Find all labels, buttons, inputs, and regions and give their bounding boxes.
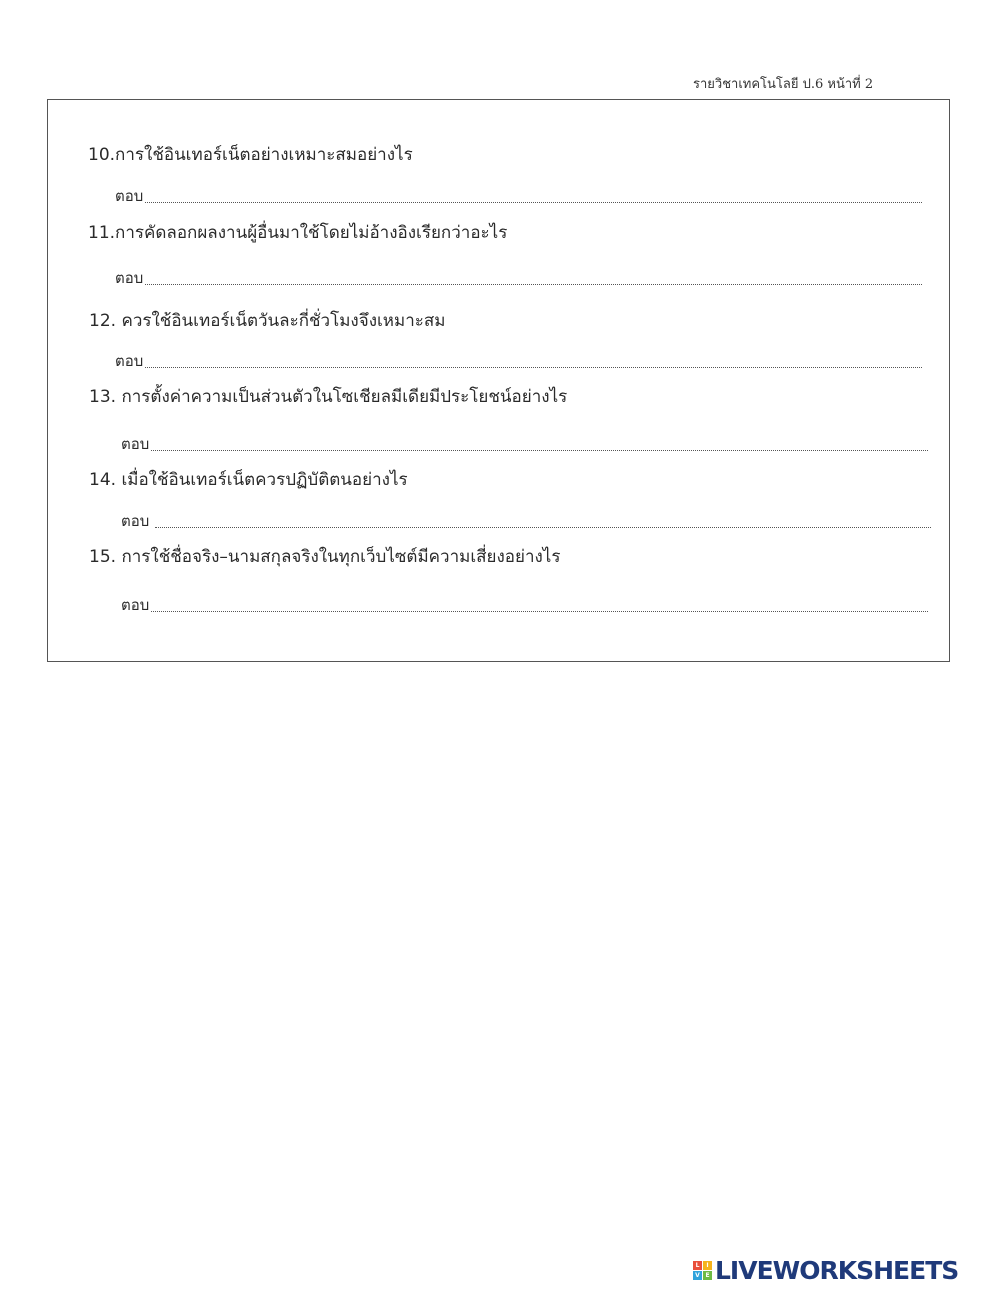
answer-input-11[interactable] — [145, 270, 922, 285]
question-11 — [88, 225, 507, 242]
question-text: การใช้ชื่อจริง–นามสกุลจริงในทุกเว็บไซต์มีความเสี่ยงอย่างไร — [121, 547, 561, 567]
logo-letter-l: L — [693, 1261, 702, 1270]
question-12 — [89, 313, 445, 330]
answer-label: ตอบ — [115, 269, 144, 287]
answer-row-14 — [121, 509, 931, 529]
answer-input-14[interactable] — [155, 513, 931, 528]
question-text: การคัดลอกผลงานผู้อื่นมาใช้โดยไม่อ้างอิงเรียกว่าอะไร — [115, 223, 508, 243]
question-text: การใช้อินเทอร์เน็ตอย่างเหมาะสมอย่างไร — [115, 145, 413, 165]
question-text: การตั้งค่าความเป็นส่วนตัวในโซเชียลมีเดียมีประโยชน์อย่างไร — [121, 387, 568, 407]
question-number: 13. — [89, 387, 117, 407]
page-header-subject: รายวิชาเทคโนโลยี ป.6 หน้าที่ 2 — [693, 77, 874, 92]
answer-label: ตอบ — [115, 352, 144, 370]
logo-letter-i: I — [703, 1261, 712, 1270]
question-number: 11. — [88, 223, 116, 243]
answer-row-10 — [115, 184, 922, 204]
answer-label: ตอบ — [121, 512, 150, 530]
answer-label: ตอบ — [115, 187, 144, 205]
answer-row-11 — [115, 266, 922, 286]
answer-input-10[interactable] — [145, 188, 922, 203]
logo-letter-v: V — [693, 1271, 702, 1280]
question-number: 12. — [89, 311, 117, 331]
liveworksheets-logo-icon — [693, 1261, 712, 1280]
liveworksheets-logo — [693, 1255, 958, 1285]
answer-label: ตอบ — [121, 435, 150, 453]
liveworksheets-logo-text: LIVEWORKSHEETS — [715, 1255, 959, 1285]
question-number: 15. — [89, 547, 117, 567]
answer-label: ตอบ — [121, 596, 150, 614]
question-text: ควรใช้อินเทอร์เน็ตวันละกี่ชั่วโมงจึงเหมาะสม — [121, 311, 446, 331]
question-14 — [89, 472, 408, 489]
answer-row-15 — [121, 593, 928, 613]
question-text: เมื่อใช้อินเทอร์เน็ตควรปฏิบัติตนอย่างไร — [121, 470, 408, 490]
question-13 — [89, 389, 567, 406]
answer-row-13 — [121, 432, 928, 452]
logo-letter-e: E — [703, 1271, 712, 1280]
question-number: 10. — [88, 145, 116, 165]
question-10 — [88, 147, 413, 164]
question-number: 14. — [89, 470, 117, 490]
answer-input-12[interactable] — [145, 353, 922, 368]
answer-row-12 — [115, 349, 922, 369]
answer-input-13[interactable] — [151, 436, 928, 451]
question-15 — [89, 549, 560, 566]
answer-input-15[interactable] — [151, 597, 928, 612]
